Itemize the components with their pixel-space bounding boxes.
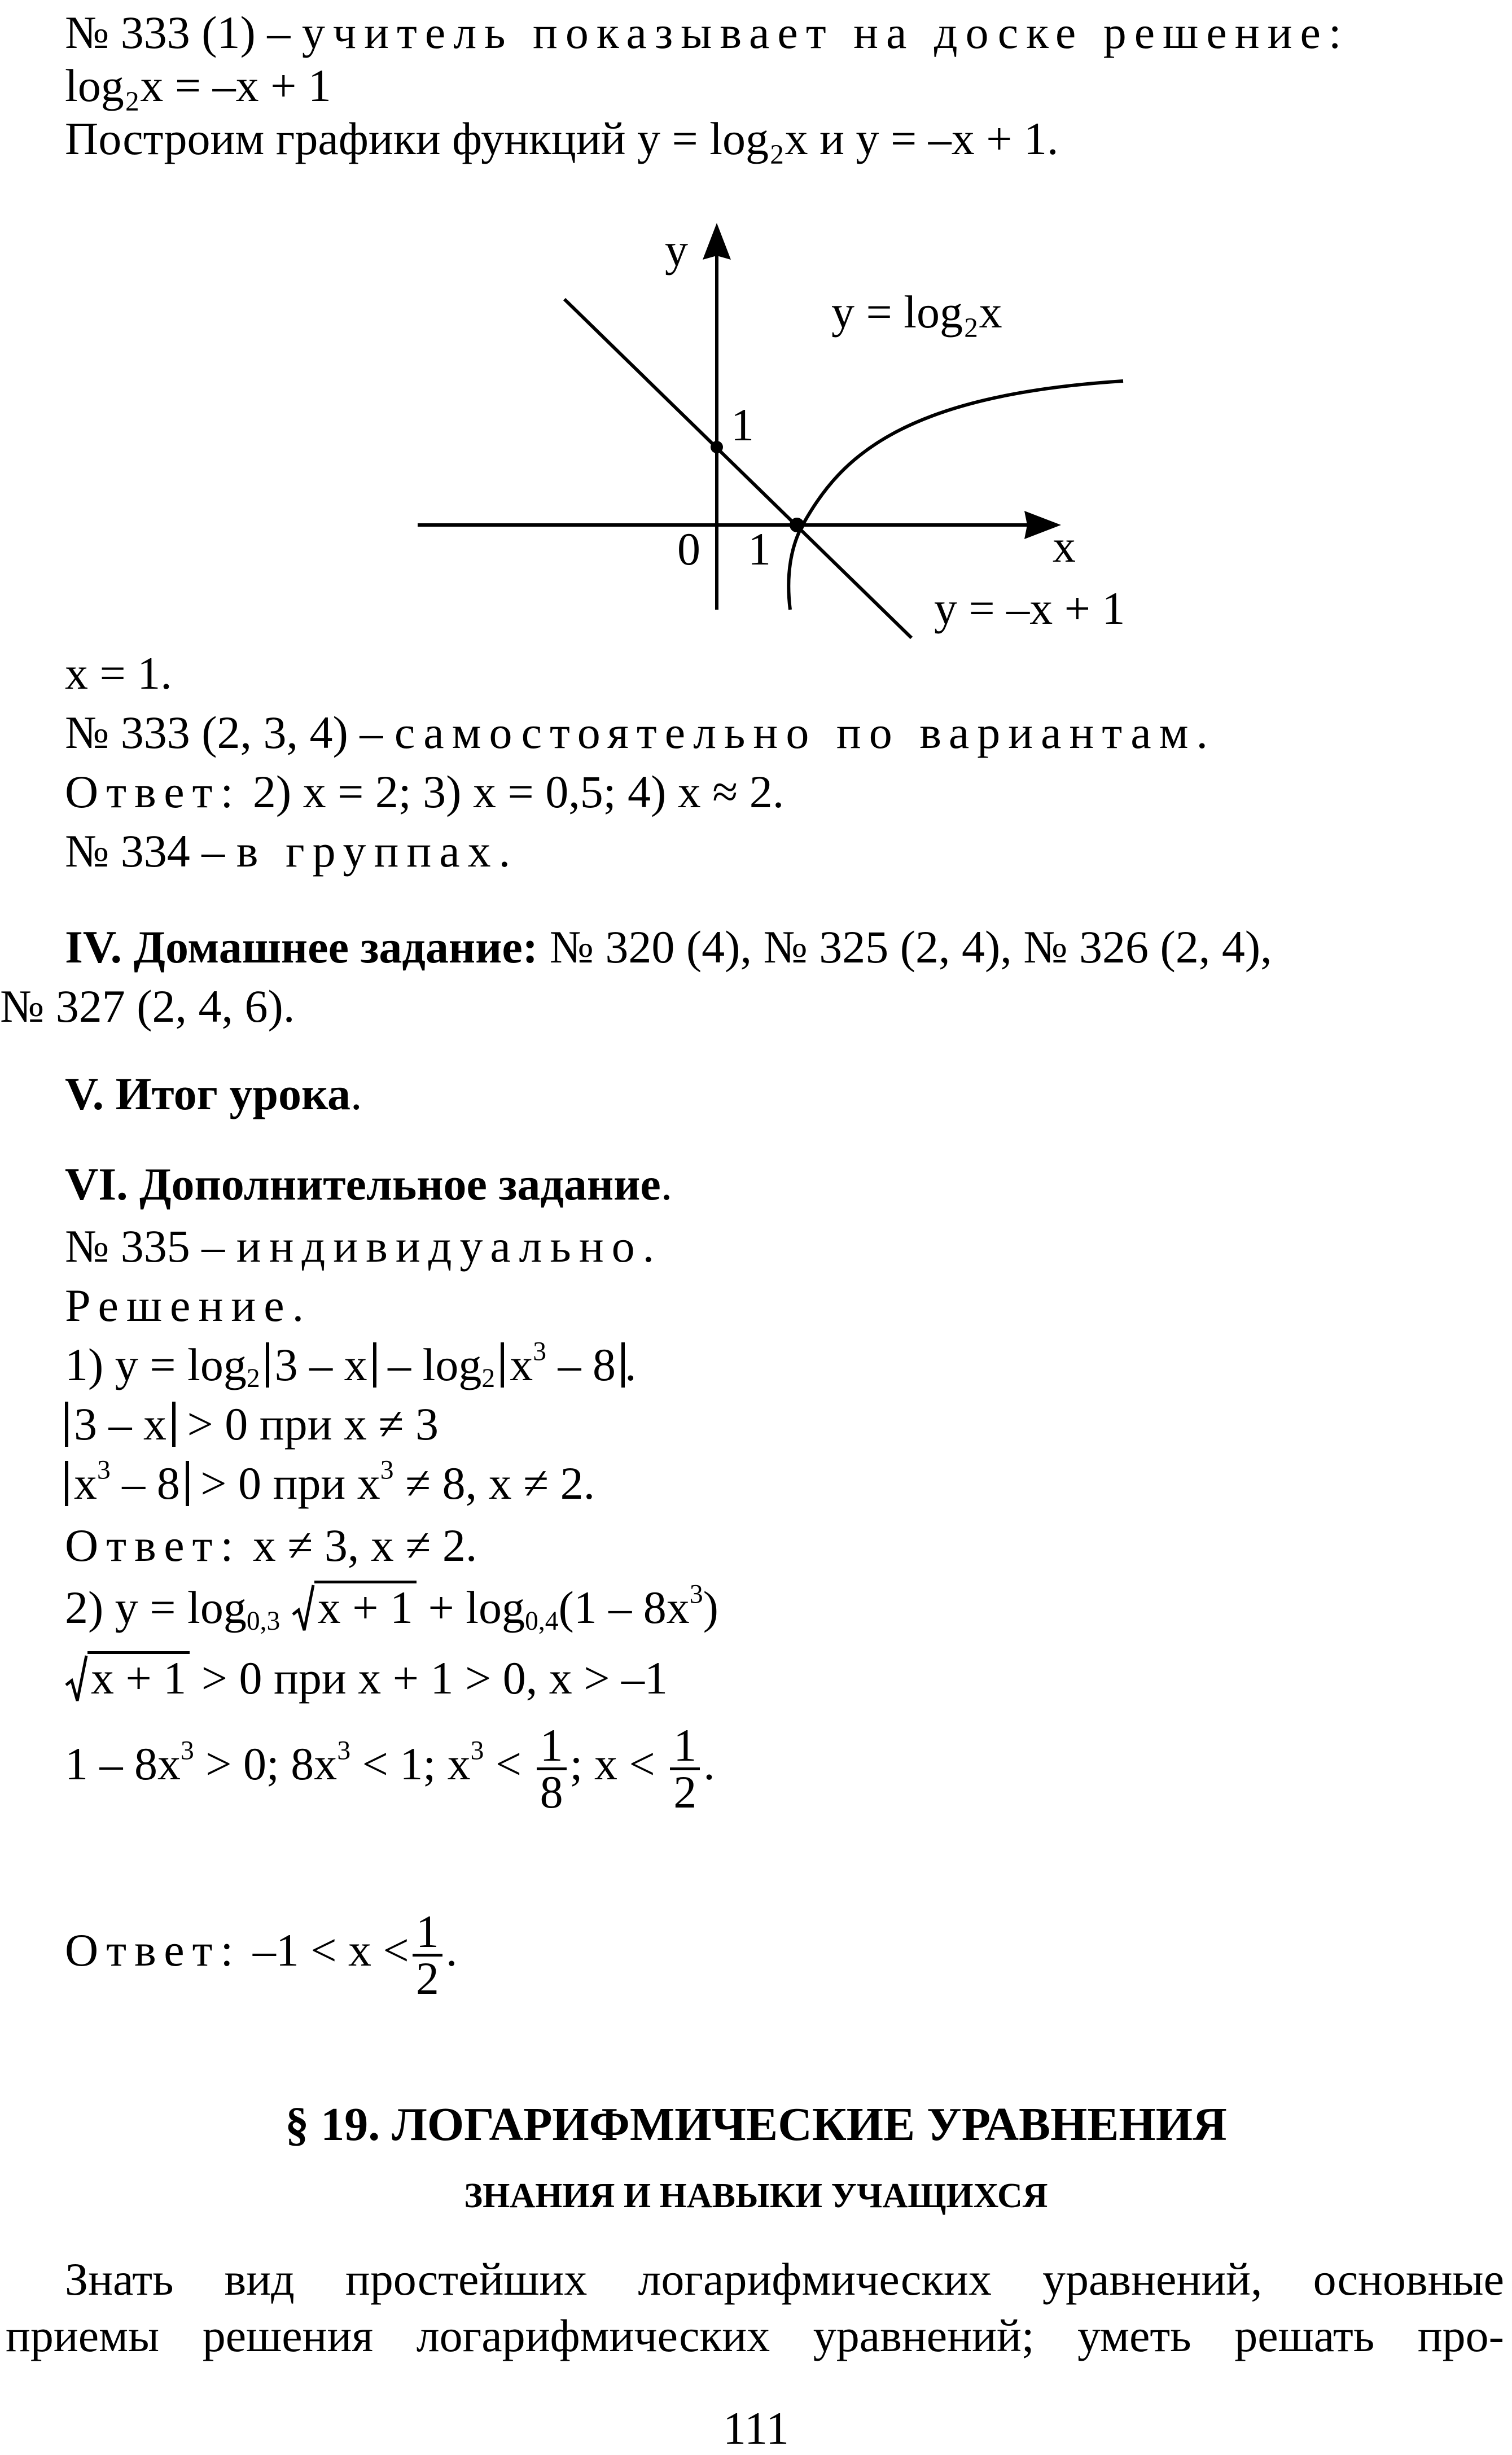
y-axis-label: y [665, 224, 688, 275]
x-axis-label: x [1053, 520, 1076, 572]
build-graphs-line: Построим графики функций y = log₂x и y = –x + 1. [65, 113, 1059, 164]
homework-line: IV. Домашнее задание: № 320 (4), № 325 (2, 4), № 326 (2, 4), [65, 921, 1272, 973]
task-335-line: № 335 – индивидуально. [65, 1220, 663, 1272]
task-333-2-4-line: № 333 (2, 3, 4) – самостоятельно по вариантам. [65, 707, 1216, 758]
fraction-one-eighth: $\frac{1}{8}$ [537, 1723, 567, 1814]
task-334-line: № 334 – в группах. [65, 825, 519, 877]
line-function-label: y = –x + 1 [934, 583, 1125, 634]
result-x: x = 1. [65, 647, 172, 699]
solution-1-condition-1: 3 – x > 0 при x ≠ 3 [65, 1397, 439, 1451]
solution-2-function: 2) $y = \log_{0,3}$ $x + 1 + \log_{0,4}(1 - 8x^3)$ [65, 1579, 718, 1636]
section-title: § 19. ЛОГАРИФМИЧЕСКИЕ УРАВНЕНИЯ [285, 2098, 1227, 2151]
sqrt-symbol: x + 1 [65, 1651, 190, 1705]
section-subtitle: ЗНАНИЯ И НАВЫКИ УЧАЩИХСЯ [464, 2177, 1048, 2215]
sqrt-symbol: x + 1 [292, 1581, 417, 1635]
fraction-one-half: $\frac{1}{2}$ [413, 1910, 442, 2001]
answer-line-3: Ответ: –1 < x < $\frac{1}{2}$ . [65, 1905, 458, 2004]
paragraph-line-1: Знать вид простейших логарифмических уравнений, основные [65, 2253, 1504, 2305]
intersection-point [790, 518, 804, 532]
origin-label: 0 [677, 523, 700, 575]
extra-task-heading: VI. Дополнительное задание. [65, 1158, 673, 1210]
log-curve [788, 381, 1123, 610]
function-graph [395, 215, 1174, 655]
fraction-one-half: $\frac{1}{2}$ [670, 1723, 700, 1814]
point-y-1 [711, 441, 723, 453]
answer-line-2: Ответ: x ≠ 3, x ≠ 2. [65, 1520, 477, 1571]
solution-1-condition-2: $x^3 - 8 > 0$ при $x^3 \ne 8$, x ≠ 2. [65, 1456, 595, 1511]
equation-log: log₂x = –x + 1 [65, 60, 331, 111]
solution-2-condition-1: x + 1 > 0 при x + 1 > 0, x > –1 [65, 1651, 668, 1705]
y-tick-1: 1 [731, 399, 754, 450]
y-axis-arrow [703, 223, 731, 260]
homework-continued: № 327 (2, 4, 6). [0, 981, 295, 1032]
log-function-label: y = log₂x [831, 286, 1002, 338]
summary-heading: V. Итог урока. [65, 1068, 362, 1119]
solution-2-condition-2: $1 - 8x^3 > 0$; $8x^3 < 1$; $x^3$ < $\frac{1}{8}$ ; x < $\frac{1}{2}$ . [65, 1719, 715, 1818]
answer-line-1: Ответ: 2) x = 2; 3) x = 0,5; 4) x ≈ 2. [65, 766, 785, 817]
paragraph-line-2: приемы решения логарифмических уравнений; уметь решать про- [6, 2310, 1504, 2361]
task-333-1-line: № 333 (1) – учитель показывает на доске решение: [65, 7, 1349, 58]
solution-label: Решение. [65, 1280, 312, 1331]
line-graph [564, 299, 911, 638]
solution-1-function: 1) $y = \log_2 3 - x - \log_2 x^3 - 8$ . [65, 1337, 637, 1393]
page-number: 111 [723, 2403, 789, 2454]
x-tick-1: 1 [748, 523, 771, 575]
